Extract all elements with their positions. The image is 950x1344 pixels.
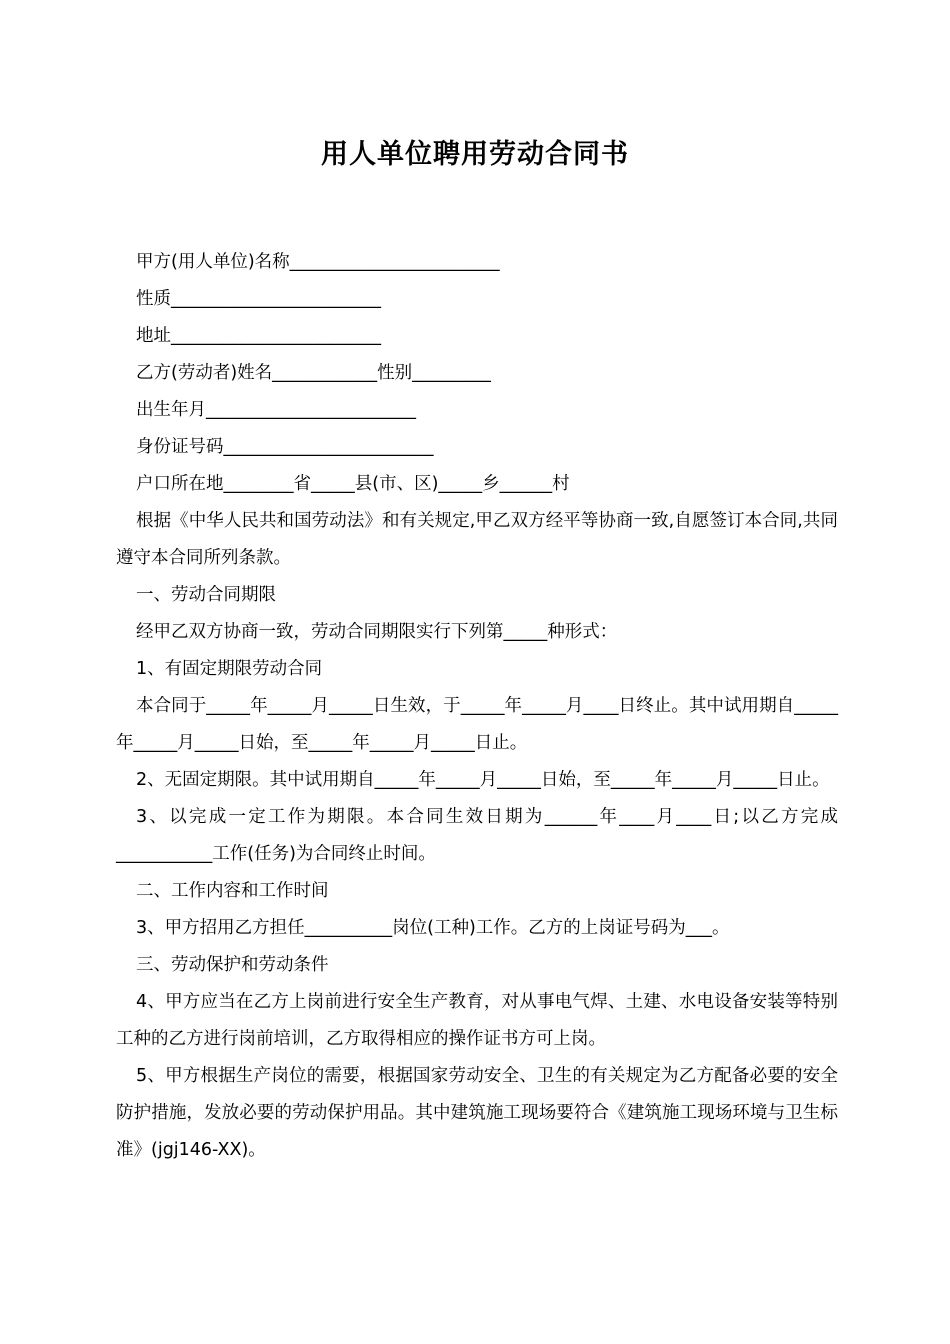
safety-training-paragraph: 4、甲方应当在乙方上岗前进行安全生产教育，对从事电气焊、土建、水电设备安装等特别工种的乙方进行岗前培训，乙方取得相应的操作证书方可上岗。 (116, 992, 838, 1049)
term-form-paragraph: 经甲乙双方协商一致，劳动合同期限实行下列第_____种形式： (136, 622, 618, 642)
document-body (116, 244, 838, 1169)
section-heading-term: 一、劳动合同期限 (136, 585, 276, 605)
fixed-term-heading: 1、有固定期限劳动合同 (136, 659, 323, 679)
position-paragraph: 3、甲方招用乙方担任__________岗位(工种)工作。乙方的上岗证号码为___。 (136, 918, 730, 938)
household-registration-field: 户口所在地________省_____县(市、区)_____乡______村 (136, 474, 570, 494)
employer-address-field: 地址________________________ (136, 326, 381, 346)
section-heading-work: 二、工作内容和工作时间 (136, 881, 329, 901)
preamble-paragraph: 根据《中华人民共和国劳动法》和有关规定,甲乙双方经平等协商一致,自愿签订本合同,共同遵守本合同所列条款。 (116, 511, 838, 568)
section-heading-protection: 三、劳动保护和劳动条件 (136, 955, 329, 975)
id-number-field: 身份证号码________________________ (136, 437, 434, 457)
task-term-paragraph: 3、以完成一定工作为期限。本合同生效日期为______年____月____日;以乙方完成___________工作(任务)为合同终止时间。 (116, 807, 838, 864)
protective-equipment-paragraph: 5、甲方根据生产岗位的需要，根据国家劳动安全、卫生的有关规定为乙方配备必要的安全防护措施，发放必要的劳动保护用品。其中建筑施工现场要符合《建筑施工现场环境与卫生标准》(jgj146-XX)。 (116, 1066, 838, 1160)
open-term-paragraph: 2、无固定期限。其中试用期自_____年_____月_____日始，至_____年_____月_____日止。 (136, 770, 830, 790)
birth-date-field: 出生年月________________________ (136, 400, 416, 420)
fixed-term-paragraph: 本合同于_____年_____月_____日生效，于_____年_____月____日终止。其中试用期自_____年_____月_____日始，至_____年_____月_____日止。 (116, 696, 838, 753)
employer-name-field: 甲方(用人单位)名称________________________ (136, 252, 500, 272)
employee-name-gender-field: 乙方(劳动者)姓名____________性别_________ (136, 363, 491, 383)
document-title: 用人单位聘用劳动合同书 (321, 139, 629, 170)
employer-type-field: 性质________________________ (136, 289, 381, 309)
